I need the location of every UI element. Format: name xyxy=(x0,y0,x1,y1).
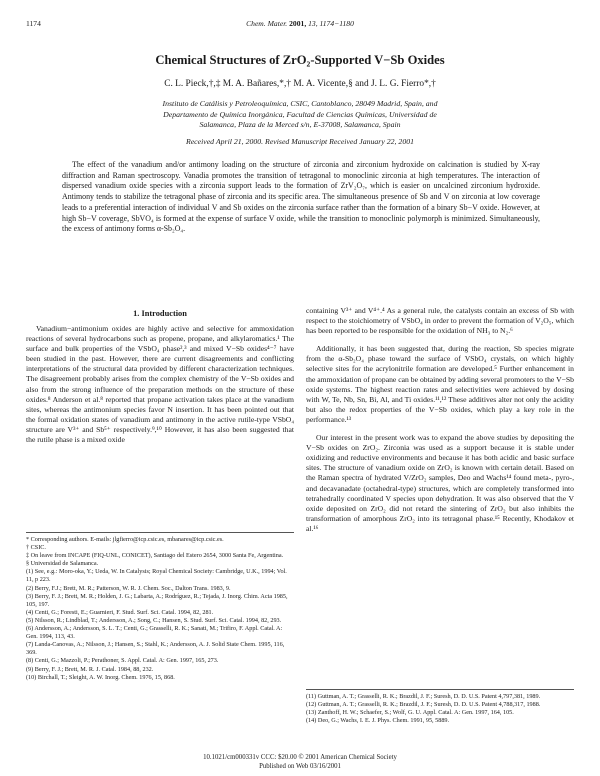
footnote: (10) Birchall, T.; Sleight, A. W. Inorg. Chem. 1976, 15, 868. xyxy=(26,673,175,681)
footnote: (1) See, e.g.: Moro-oka, Y.; Ueda, W. In Catalysis; Royal Chemical Society: Cambridge, U.K., 1994; Vol. 11, p 223. xyxy=(26,568,287,584)
journal-year: 2001, xyxy=(289,19,307,28)
footnote: (4) Centi, G.; Foresti, E.; Guarnieri, F. Stud. Surf. Sci. Catal. 1994, 82, 281. xyxy=(26,608,214,616)
received-dates: Received April 21, 2000. Revised Manuscript Received January 22, 2001 xyxy=(185,137,415,146)
publication-date-line: Published on Web 03/16/2001 xyxy=(259,763,341,770)
footnote: † CSIC. xyxy=(26,544,46,552)
body-paragraph: Our interest in the present work was to expand the above studies by depositing the V−Sb oxides on ZrO₂. Zirconia was used as a support because it is stable under oxidizing and reductive environments and because it has both acidic and basic surface sites. The structure of vanadium oxide on ZrO₂ is known with certain detail. Based on the Raman spectra of hydrated V/ZrO₂ samples, Deo and Wachs¹⁴ found meta-, pyro-, and decavanadate (octahedral-type) structures, which are completely transformed into tetrahedrally coordinated V species upon dehydration. It was also observed that the V oxide deposited on ZrO₂ did not retard the sintering of ZrO₂ but also inhibits the transformation of amorphous ZrO₂ into its tetragonal phase.¹⁵ Recently, Khodakov et al.¹⁶ xyxy=(306,433,574,533)
footnote: (2) Berry, F.J.; Brett, M. R.; Patterson, W. R. J. Chem. Soc., Dalton Trans. 1983, 9. xyxy=(26,584,231,592)
footnote: (14) Deo, G.; Wachs, I. E. J. Phys. Chem. 1991, 95, 5889. xyxy=(306,717,450,725)
column-right-body xyxy=(306,306,574,534)
section-heading-introduction: 1. Introduction xyxy=(133,309,187,318)
footnote: (6) Andersson, A.; Andersson, S. L. T.; Centi, G.; Grasselli, R. K.; Sanati, M.; Trifiro, F. Appl. Catal. A: Gen. 1994, 113, 43. xyxy=(26,625,283,641)
body-paragraph: Additionally, it has been suggested that, during the reaction, Sb species migrate from the α-Sb₂O₄ phase toward the surface of VSbO₄ crystals, on which highly selective sites for the acrylonitrile formation are developed.⁵ Further enhancement in the ammoxidation of propane can be obtained by adding several promoters to the V−Sb oxide systems. The highest reaction rates and selectivities were achieved by dosing with W, Te, Nb, Sn, Bi, Al, and Ti oxides.¹¹,¹² These additives alter not only the acidity but also the redox properties of the V−Sb oxides, which play a key role in the performance.¹³ xyxy=(306,344,574,424)
body-paragraph: Vanadium−antimonium oxides are highly active and selective for ammoxidation reactions of several hydrocarbons such as propene, propane, and alkylaromatics.¹ The surface and bulk properties of the VSbO₄ phase²,³ and mixed V−Sb oxides⁴⁻⁷ have been studied in the past. However, there are current disagreements and conflicting interpretations of the structural data provided by different characterization techniques. The disagreement probably arises from the complex chemistry of the V−Sb oxides and also from the strong influence of the preparation methods on the structure of these oxides.⁸ Anderson et al.⁸ reported that propane activation takes place at the vanadium sites, whereas the antimonium species favor N insertion. It has been pointed out that the formal oxidation states of vanadium and antimony in the active rutile-type VSbO₄ structure are V³⁺ and Sb⁵⁺ respectively.⁹,¹⁰ However, it has also been suggested that the rutile phase is a mixed oxide xyxy=(26,324,294,445)
author-list: C. L. Pieck,†,‡ M. A. Bañares,*,† M. A. Vicente,§ and J. L. G. Fierro*,† xyxy=(164,79,436,89)
article-title: Chemical Structures of ZrO₂-Supported V−Sb Oxides xyxy=(155,53,445,67)
journal-pages: 1174−1180 xyxy=(319,19,354,28)
footnote: (3) Berry, F. J.; Brett, M. R.; Holden, J. G.; Labarta, A.; Rodríguez, R.; Tejada, J. Inorg. Chim. Acta 1985, 105, 197. xyxy=(26,592,288,608)
affiliation-line: Departamento de Química Inorgánica, Facultad de Ciencias Químicas, Universidad de xyxy=(163,109,437,119)
journal-citation xyxy=(26,19,574,28)
abstract: The effect of the vanadium and/or antimony loading on the structure of zirconia and zirconium hydroxide on calcination is studied by X-ray diffraction and Raman spectroscopy. Vanadia promotes the transition of tetragonal to monoclinic zirconia at high temperatures. The interaction of dispersed vanadium oxide species with a zirconia support leads to the formation of ZrV₂O₇, which is easier on uncalcined zirconium hydroxide. Antimony tends to stabilize the tetragonal phase of zirconia and its specific area. The simultaneous presence of Sb and V on zirconia at low coverage leads to a preferential interaction of individual V and Sb oxides on the zirconia surface rather than the formation of a binary Sb−V oxide. However, at high Sb−V coverage, SbVO₄ is formed at the expense of surface V oxide, while the transition to monoclinic polymorph is minimized. Simultaneously, the excess of antimony forms α-Sb₂O₄. xyxy=(62,160,540,234)
footnote: ‡ On leave from INCAPE (FIQ-UNL, CONICET), Santiago del Estero 2654, 3000 Santa Fe, Argentina. xyxy=(26,552,284,560)
column-left-body xyxy=(26,324,294,445)
footnotes-left xyxy=(26,532,294,682)
footnote: (12) Guttman, A. T.; Grasselli, R. K.; Brazdil, J. F.; Suresh, D. D. U.S. Patent 4,788,317, 1988. xyxy=(306,701,541,709)
affiliation-line: Instituto de Catálisis y Petroleoquímica, CSIC, Cantoblanco, 28049 Madrid, Spain, and xyxy=(162,99,438,108)
footnote: (5) Nilsson, R.; Lindblad, T.; Andersson, A.; Song, C.; Hansen, S. Stud. Surf. Sci. Catal. 1994, 82, 293. xyxy=(26,616,282,624)
footnote: (11) Guttman, A. T.; Grasselli, R. K.; Brazdil, J. F.; Suresh, D. D. U.S. Patent 4,797,381, 1989. xyxy=(306,693,541,700)
footnote: * Corresponding authors. E-mails: jlgfierro@icp.csic.es, mbanares@icp.csic.es. xyxy=(26,536,224,543)
footnote: § Universidad de Salamanca. xyxy=(26,560,99,568)
footnote: (13) Zanthoff, H. W.; Schaefer, S.; Wolf, G. U. Appl. Catal. A: Gen. 1997, 164, 105. xyxy=(306,709,514,717)
page-number: 1174 xyxy=(26,19,41,28)
journal-volume: 13, xyxy=(308,19,318,28)
affiliations xyxy=(100,99,500,131)
footnote: (9) Berry, F. J.; Brett, M. R. J. Catal. 1984, 88, 232. xyxy=(26,665,154,673)
footnote: (7) Landa-Canovas, A.; Nilsson, J.; Hansen, S.; Stahl, K.; Andersson, A. J. Solid State Chem. 1995, 116, 369. xyxy=(26,641,285,657)
journal-name: Chem. Mater. xyxy=(246,19,288,28)
running-header xyxy=(26,19,574,29)
body-paragraph: containing V³⁺ and V⁴⁺.⁴ As a general rule, the catalysts contain an excess of Sb with respect to the stoichiometry of VSbO₄ in order to prevent the formation of V₂O₅, which has been reported to be responsible for the oxidation of NH₃ to N₂.⁶ xyxy=(306,306,574,336)
affiliation-line: Salamanca, Plaza de la Merced s/n, E-37008, Salamanca, Spain xyxy=(199,120,401,130)
footnotes-right xyxy=(306,689,574,725)
footnote: (8) Centi, G.; Mazzoli, P.; Perathoner, S. Appl. Catal. A: Gen. 1997, 165, 273. xyxy=(26,657,219,665)
doi-copyright-line: 10.1021/cm000331v CCC: $20.00 © 2001 American Chemical Society xyxy=(203,754,397,761)
